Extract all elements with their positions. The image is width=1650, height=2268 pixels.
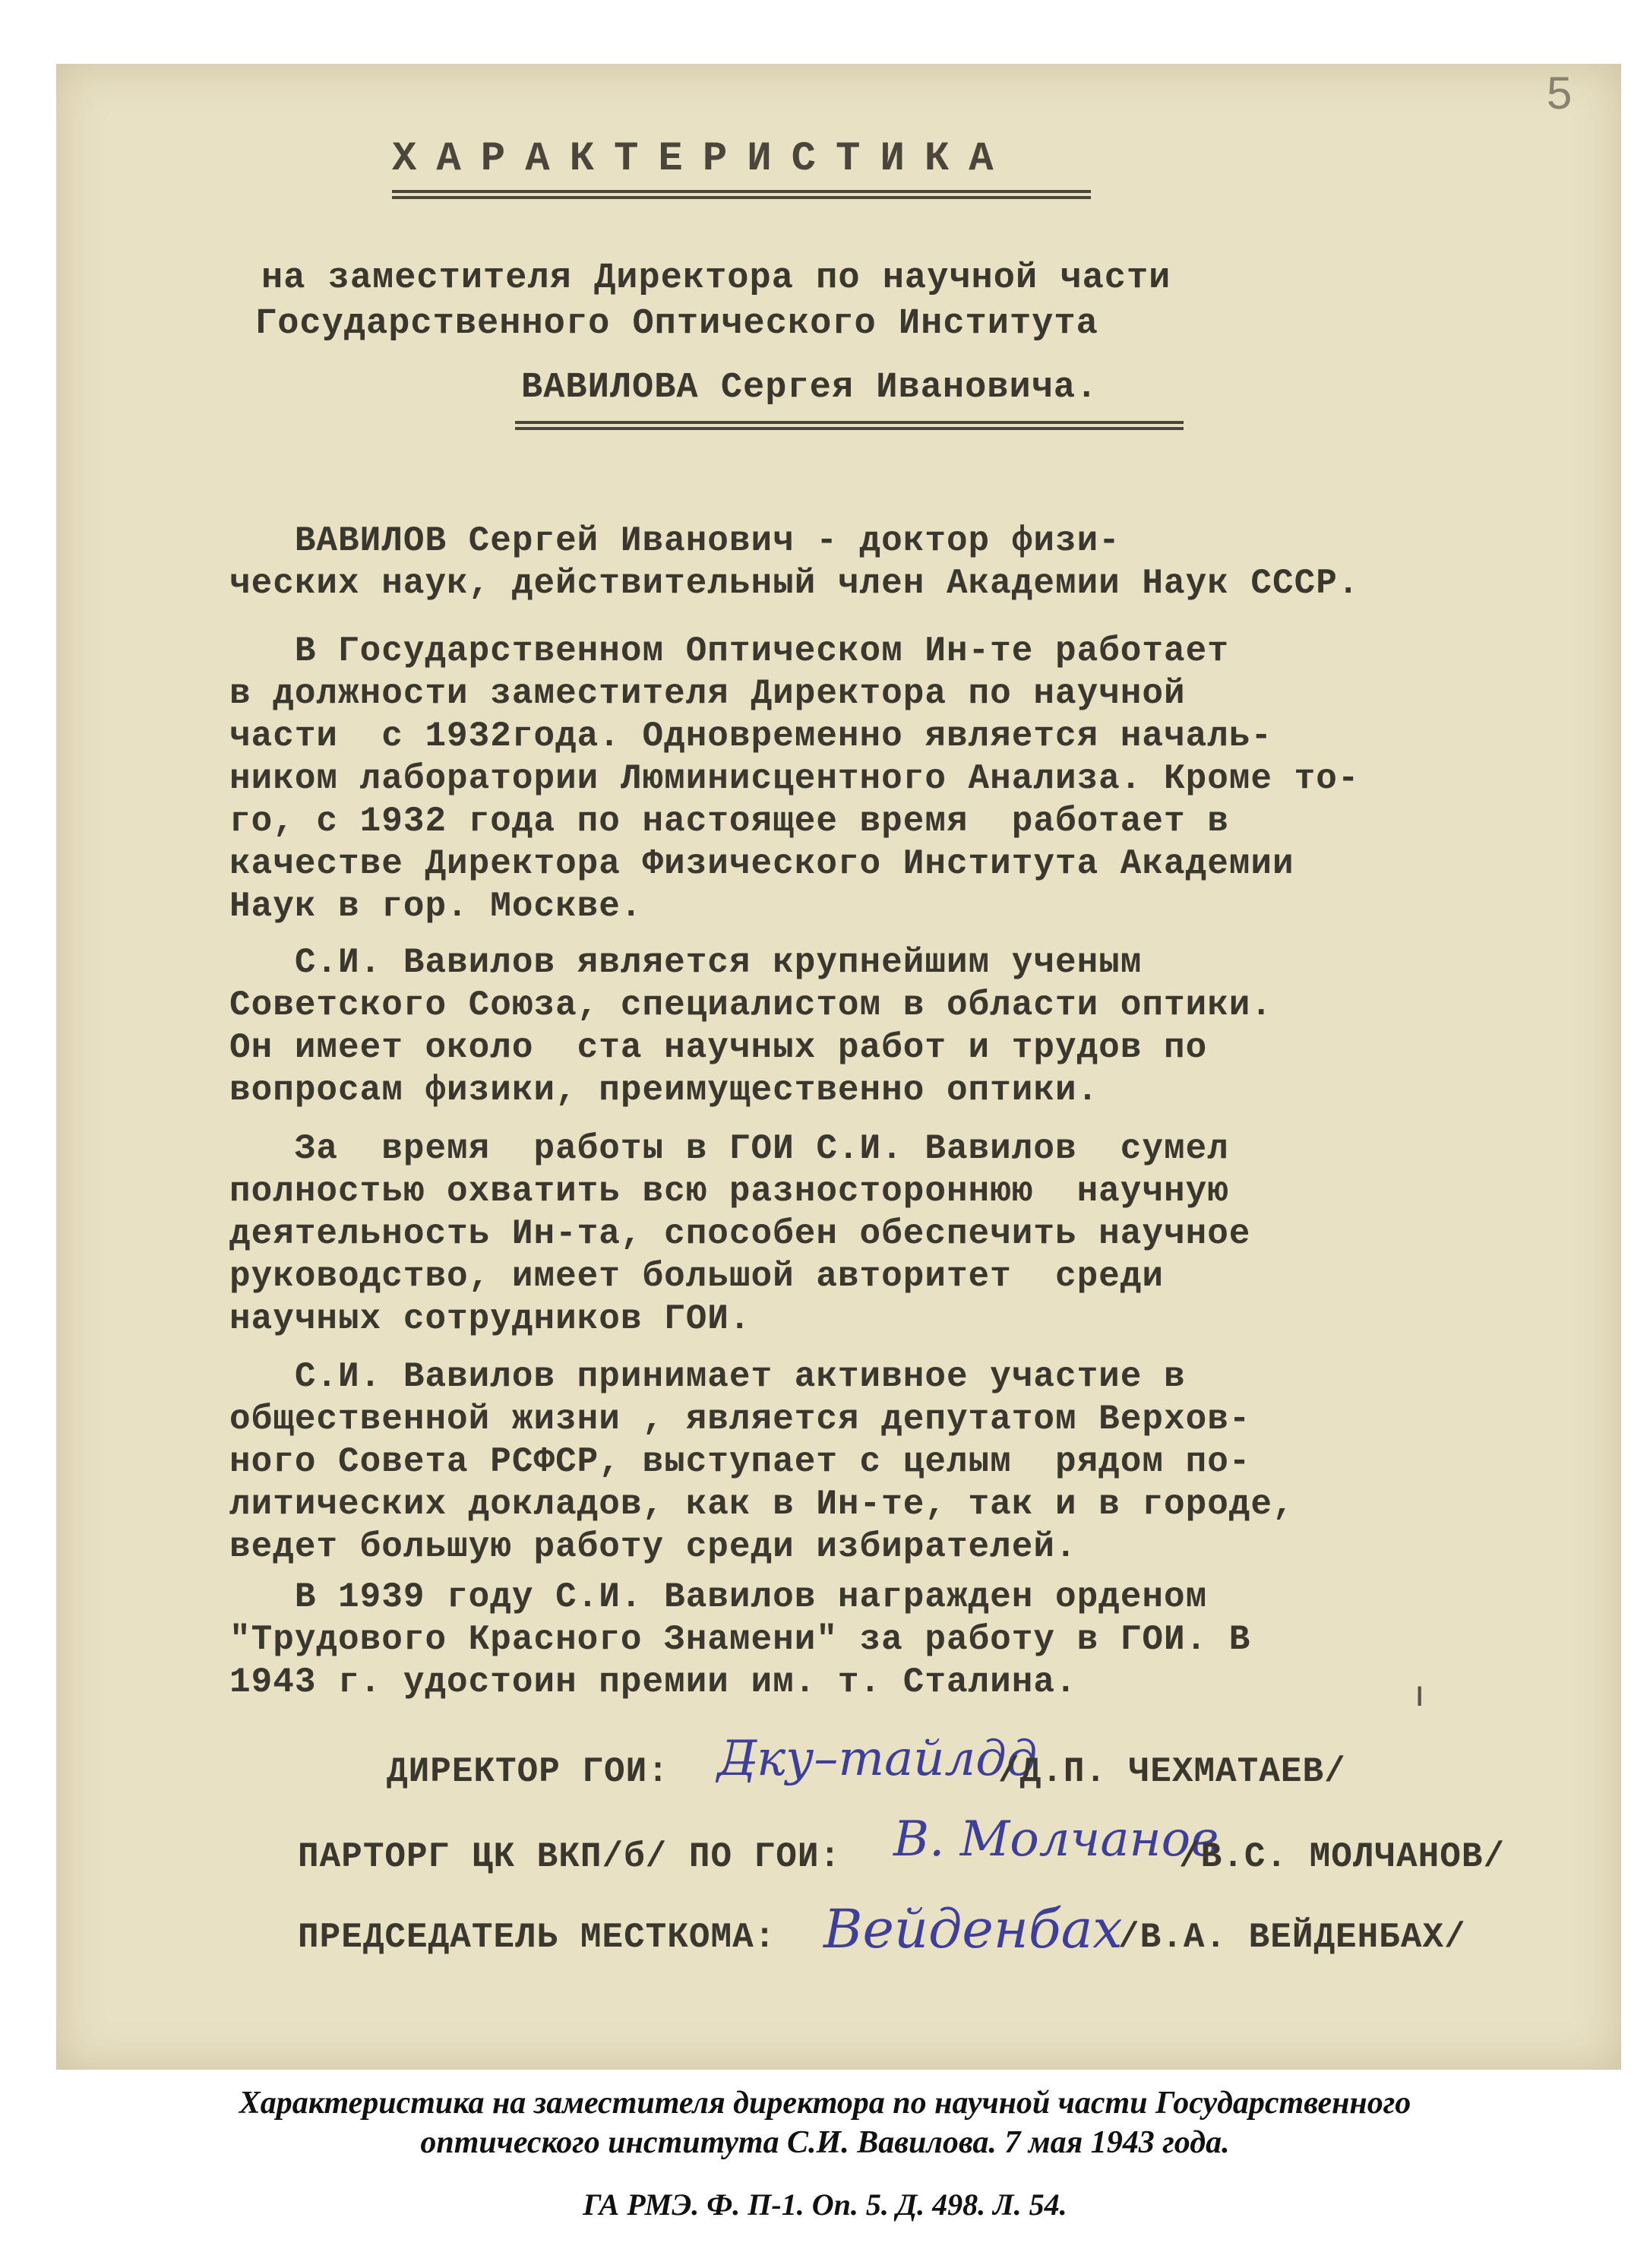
subject-name: ВАВИЛОВА Сергея Ивановича. bbox=[521, 368, 1098, 408]
signature-name-director: /Д.П. ЧЕХМАТАЕВ/ bbox=[998, 1752, 1346, 1792]
paragraph-work: За время работы в ГОИ С.И. Вавилов сумел полностью охватить всю разностороннюю научную деятельность Ин-та, способен обеспечить научное руководство, имеет большой авторитет среди научных сотрудников ГОИ. bbox=[229, 1129, 1251, 1339]
corner-archive-mark: 5 bbox=[1547, 68, 1573, 119]
paragraph-intro: ВАВИЛОВ Сергей Иванович - доктор физи- ческих наук, действительный член Академии Наук СССР. bbox=[229, 521, 1360, 603]
paragraph-position: В Государственном Оптическом Ин-те работает в должности заместителя Директора по научной части с 1932года. Одновременно является началь- ником лаборатории Люминисцентного Анализа. Кроме то- го, с 1932 года по настоящее время работает в качестве Директора Физического Института Академии Наук в гор. Москве. bbox=[229, 631, 1360, 926]
signature-role-director: ДИРЕКТОР ГОИ: bbox=[387, 1752, 669, 1792]
paragraph-public-life: С.И. Вавилов принимает активное участие в общественной жизни , является депутатом Верхов- ного Совета РСФСР, выступает с целым рядом по- литических докладов, как в Ин-те, так и в городе, ведет большую работу среди избирателей. bbox=[229, 1357, 1294, 1567]
subtitle-line-2: Государственного Оптического Института bbox=[255, 304, 1098, 344]
handwritten-signature-partorg: В. Молчанов bbox=[893, 1811, 1219, 1868]
handwritten-signature-director: Д̶ку–тайлдд bbox=[717, 1731, 1038, 1787]
name-underline bbox=[515, 421, 1184, 424]
subtitle-line-1: на заместителя Директора по научной части bbox=[261, 258, 1171, 299]
title-underline bbox=[392, 190, 1091, 193]
signature-role-mestkom: ПРЕДСЕДАТЕЛЬ МЕСТКОМА: bbox=[298, 1918, 776, 1957]
signature-role-partorg: ПАРТОРГ ЦК ВКП/б/ ПО ГОИ: bbox=[298, 1837, 842, 1877]
signature-name-partorg: /В.С. МОЛЧАНОВ/ bbox=[1179, 1837, 1506, 1877]
pencil-tick-mark: ı bbox=[1415, 1674, 1425, 1714]
handwritten-signature-mestkom: Вейденбах bbox=[823, 1898, 1123, 1960]
paragraph-scientist: С.И. Вавилов является крупнейшим ученым Советского Союза, специалистом в области оптики. Он имеет около ста научных работ и трудов по вопросам физики, преимущественно оптики. bbox=[229, 943, 1273, 1110]
title-underline-2 bbox=[392, 196, 1091, 199]
caption-line-1: Характеристика на заместителя директора по научной части Государственного bbox=[239, 2086, 1411, 2121]
signature-name-mestkom: /В.А. ВЕЙДЕНБАХ/ bbox=[1118, 1918, 1466, 1957]
name-underline-2 bbox=[515, 427, 1184, 430]
archive-reference: ГА РМЭ. Ф. П-1. Оп. 5. Д. 498. Л. 54. bbox=[583, 2187, 1067, 2222]
caption-line-2: оптического института С.И. Вавилова. 7 мая 1943 года. bbox=[420, 2125, 1230, 2160]
document-title: ХАРАКТЕРИСТИКА bbox=[392, 136, 1013, 182]
archival-document-sheet bbox=[56, 64, 1621, 2070]
paragraph-awards: В 1939 году С.И. Вавилов награжден орденом "Трудового Красного Знамени" за работу в ГОИ. В 1943 г. удостоин премии им. т. Сталина. bbox=[229, 1577, 1251, 1702]
figure-caption bbox=[0, 2083, 1650, 2162]
